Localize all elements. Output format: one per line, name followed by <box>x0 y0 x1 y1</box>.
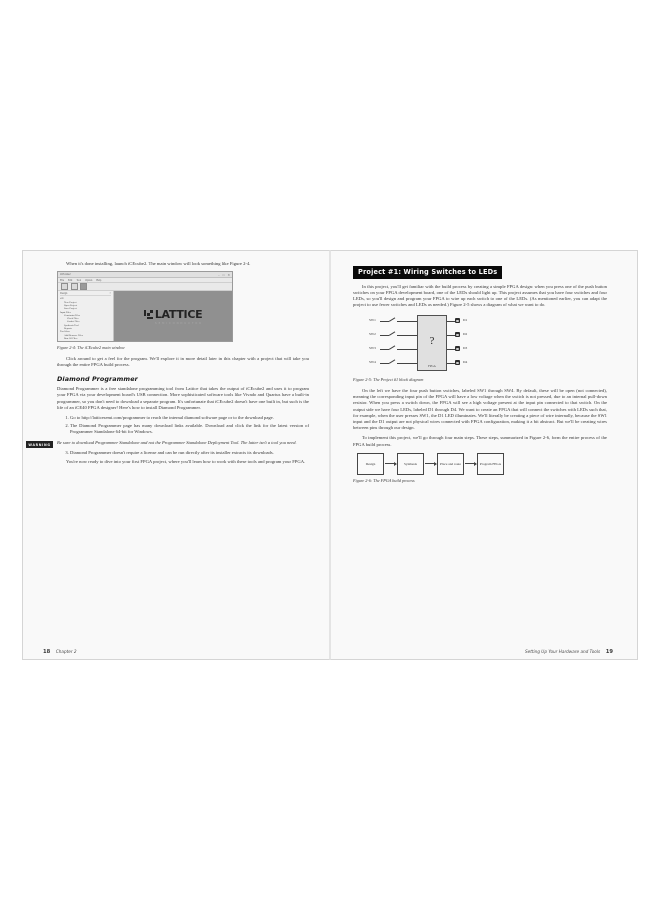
right-page-footer <box>525 649 613 655</box>
list-item: 3. Diamond Programmer doesn't require a license and can be run directly after its installer extracts its downloads. <box>70 450 309 456</box>
lattice-wordmark: LATTICE <box>154 308 203 322</box>
figure-2-6-caption: Figure 2-6: The FPGA build process <box>353 477 415 483</box>
switch-label-sw4: SW4 <box>369 360 376 365</box>
install-steps-list <box>57 415 309 435</box>
flow-arrow-icon <box>465 463 476 464</box>
tree-item[interactable]: Clock Files <box>67 317 79 321</box>
footer-label: Setting Up Your Hardware and Tools <box>524 649 601 654</box>
app-canvas <box>114 291 232 341</box>
tree-item[interactable]: iCE <box>60 297 64 301</box>
left-page-content <box>28 261 309 633</box>
wire-segment <box>447 349 455 350</box>
figure-2-5-block-diagram <box>369 312 489 374</box>
menu-item-help[interactable]: Help <box>96 278 102 282</box>
tree-item[interactable]: Run All Files <box>64 336 78 340</box>
section-heading-diamond-programmer: Diamond Programmer <box>57 375 138 384</box>
switch-lever-sw4 <box>389 359 395 363</box>
switch-lever-sw1 <box>389 317 395 321</box>
right-page <box>330 250 638 660</box>
wire-segment <box>447 321 455 322</box>
wire-segment <box>380 335 389 336</box>
menu-item-file[interactable]: File <box>60 278 65 282</box>
design-tree-title: Design <box>60 292 68 296</box>
switch-label-sw1: SW1 <box>369 318 376 323</box>
lattice-tagline: SEMICONDUCTOR <box>155 321 203 325</box>
open-folder-icon[interactable] <box>71 283 78 290</box>
led-label-d4: D4 <box>463 360 468 365</box>
list-item: 2. The Diamond Programmer page has many download links available. Download and click the link for the latest version of Programmer Standalone 64-bit for Windows. <box>70 423 309 435</box>
fpga-chip-block <box>417 315 447 371</box>
tree-item[interactable]: Gasket Files <box>67 320 80 324</box>
menu-item-option[interactable]: Option <box>85 278 93 282</box>
flow-step-synthesis: Synthesis <box>397 453 424 475</box>
chip-label: FPGA <box>428 364 436 369</box>
flow-step-place-and-route: Place and route <box>437 453 464 475</box>
figure-2-4-caption: Figure 2-4: The iCEcube2 main window <box>57 345 125 351</box>
tree-item[interactable]: Input Files <box>60 310 71 314</box>
close-icon[interactable]: ✕ <box>227 272 230 277</box>
led-label-d1: D1 <box>463 318 468 323</box>
right-page-content <box>353 261 607 633</box>
led-d2-icon <box>455 332 460 337</box>
left-page-footer <box>43 649 77 655</box>
flow-arrow-icon <box>385 463 396 464</box>
app-toolbar <box>58 283 232 291</box>
design-tree-header <box>60 292 111 296</box>
flow-arrow-icon <box>425 463 436 464</box>
footer-label: Chapter 2 <box>55 649 77 654</box>
wire-segment <box>380 321 389 322</box>
switch-label-sw3: SW3 <box>369 346 376 351</box>
wire-segment <box>397 321 417 322</box>
book-spread <box>22 250 638 660</box>
after-figure-paragraph: Click around to get a feel for the program. We'll explore it in more detail later in this chapter with a project that will take you through the entire FPGA build process. <box>57 355 309 367</box>
new-file-icon[interactable] <box>61 283 68 290</box>
tree-item[interactable]: Synthesis Tool <box>64 323 79 327</box>
maximize-icon[interactable]: □ <box>222 272 225 277</box>
diamond-programmer-paragraph: Diamond Programmer is a free standalone programming tool from Lattice that takes the output of iCEcube2 and uses it to program your FPGA via your development board's USB connection. More sophisticated software tools like Vivado and Quartus have a built-in programmer, so you don't need to download a separate program. It's unfortunate that iCEcube2 doesn't have one built in, but such is the life of an iCE40 FPGA designer! Here's how to install Diamond Programmer. <box>57 386 309 410</box>
switch-lever-sw2 <box>389 331 395 335</box>
led-d1-icon <box>455 318 460 323</box>
project-banner-heading: Project #1: Wiring Switches to LEDs <box>353 266 502 279</box>
led-d3-icon <box>455 346 460 351</box>
figure-2-6-flow-diagram <box>357 453 607 475</box>
tree-item[interactable]: Tool flow <box>60 330 70 334</box>
page-number: 18 <box>43 649 51 655</box>
wire-segment <box>397 349 417 350</box>
led-d4-icon <box>455 360 460 365</box>
design-tree-panel[interactable] <box>58 291 114 341</box>
switch-label-sw2: SW2 <box>369 332 376 337</box>
chip-question-mark: ? <box>429 335 435 348</box>
lattice-mark-icon <box>144 310 153 319</box>
menu-item-tool[interactable]: Tool <box>76 278 82 282</box>
wire-segment <box>397 363 417 364</box>
closing-paragraph: You're now ready to dive into your first FPGA project, where you'll learn how to work with these tools and program your FPGA. <box>66 459 306 465</box>
intro-paragraph: When it's done installing, launch iCEcube2. The main window will look something like Figure 2-4. <box>66 261 251 266</box>
wire-segment <box>380 363 389 364</box>
menu-item-edit[interactable]: Edit <box>68 278 73 282</box>
tree-item[interactable]: Open Project <box>64 303 78 307</box>
tree-item[interactable]: Add/Remove Files <box>64 333 83 337</box>
figure-2-5-caption: Figure 2-5: The Project #1 block diagram <box>353 377 424 383</box>
wire-segment <box>397 335 417 336</box>
wire-segment <box>447 335 455 336</box>
warning-badge: WARNING <box>26 441 53 448</box>
minimize-icon[interactable]: – <box>218 272 220 277</box>
window-controls <box>218 273 230 277</box>
left-page <box>22 250 330 660</box>
list-item: 1. Go to http://latticesemi.com/programmer to reach the internal diamond software page or to the download page. <box>70 415 309 421</box>
panel-close-icon[interactable]: × <box>109 292 111 296</box>
tree-item[interactable]: Reports <box>64 327 72 331</box>
app-window-title: iCEcube2 <box>60 273 71 277</box>
project-closing-paragraph: To implement this project, we'll go through four main steps. These steps, summarized in Figure 2-6, form the entire process of the FPGA build process. <box>353 435 607 447</box>
flow-step-design: Design <box>357 453 384 475</box>
tree-item[interactable]: Constraint Files <box>64 313 80 317</box>
install-steps-list-continued <box>57 450 309 456</box>
save-icon[interactable] <box>80 283 87 290</box>
tree-item[interactable]: New Project <box>64 300 77 304</box>
flow-step-program-fpga: Program FPGA <box>477 453 504 475</box>
project-intro-paragraph: In this project, you'll get familiar with the build process by creating a simple FPGA design: when you press one of the push button switches on your FPGA development board, one of the LEDs should light up. This project assumes that you have four switches and four LEDs, so you'll design and program your FPGA to wire up each switch to one of the LEDs. (As mentioned earlier, you can adapt the project to use fewer switches and LEDs as needed.) Figure 2-5 shows a diagram of what we want to do. <box>353 283 607 308</box>
wire-segment <box>447 363 455 364</box>
icecube2-screenshot-figure <box>57 271 233 342</box>
tree-item[interactable]: Save Project <box>64 307 77 311</box>
switch-lever-sw3 <box>389 345 395 349</box>
warning-callout <box>28 440 309 447</box>
led-label-d2: D2 <box>463 332 468 337</box>
led-label-d3: D3 <box>463 346 468 351</box>
wire-segment <box>380 349 389 350</box>
page-number: 19 <box>605 649 613 655</box>
project-body-paragraph: On the left we have the four push button switches, labeled SW1 through SW4. By default, these will be open (not connected), meaning the corresponding input pin of the FPGA will have a low voltage when the switch is not pressed, due to an internal pull-down resistor. When you press a switch down, the FPGA will see a high voltage present at the input pin connected to that switch. On the output side we have four LEDs, labeled D1 through D4. We want to create an FPGA that will connect the switches with LEDs such that, for example, when the user presses SW1, the D1 LED illuminates. We'll literally be creating a piece of wire internally, because the SW1 input and the D1 output are not physical wires connected with FPGA configuration, making it a bit abstract. But we'll be creating wires between pins through our design. <box>353 388 607 431</box>
app-body <box>58 291 232 341</box>
lattice-logo <box>144 308 203 321</box>
warning-text: Be sure to download Programmer Standalone and not the Programmer Standalone Deployment Tool. The latter isn't a tool you need. <box>57 440 297 446</box>
